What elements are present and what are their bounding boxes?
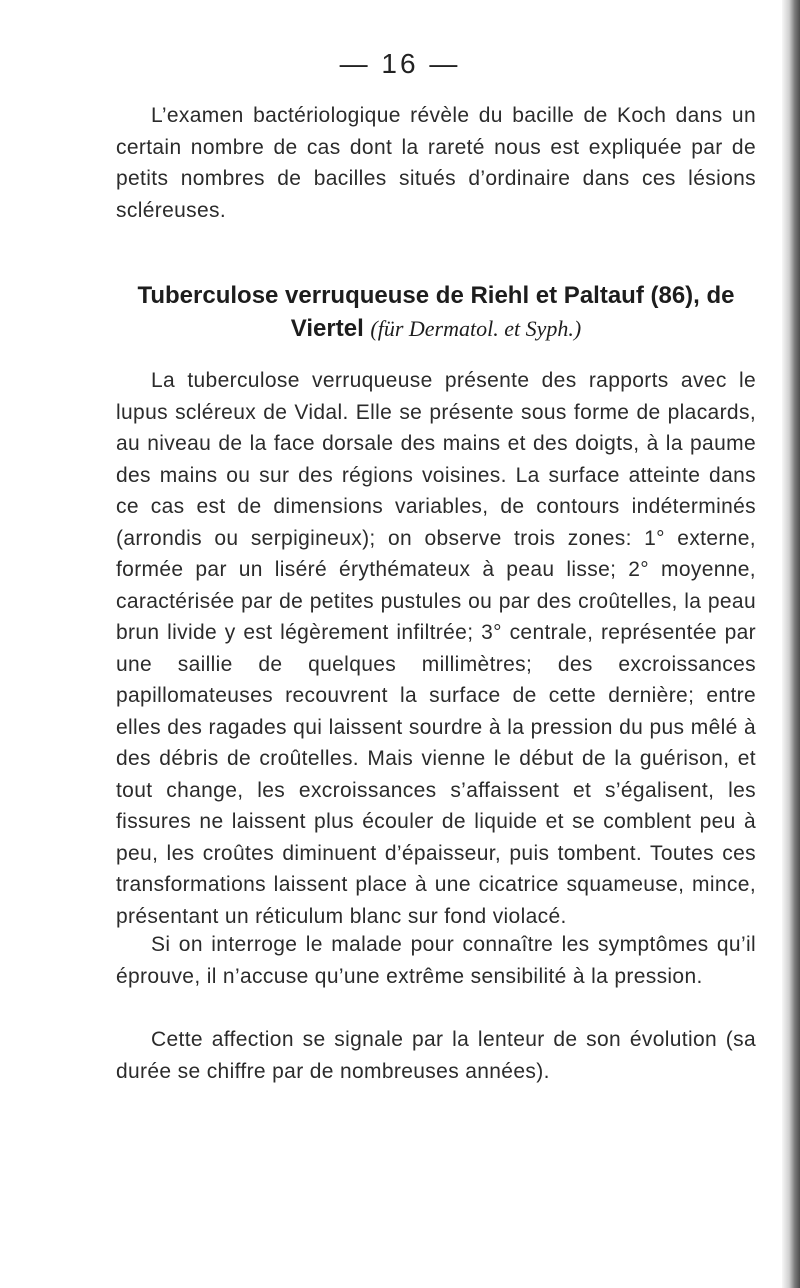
section-title: Tuberculose verruqueuse de Riehl et Paltauf (86), de Viertel [137, 282, 735, 342]
section-heading [116, 279, 756, 345]
body-paragraph-3: Cette affection se signale par la lenteur de son évolution (sa durée se chiffre par de nombreuses années). [116, 1028, 756, 1083]
intro-paragraph: L’examen bactériologique révèle du bacille de Koch dans un certain nombre de cas dont la rareté nous est expliquée par de petits nombres de bacilles situés d’ordinaire dans ces lésions scléreuses. [116, 104, 756, 222]
body-paragraph-2: Si on interroge le malade pour connaître les symptômes qu’il éprouve, il n’accuse qu’une extrême sensibilité à la pression. [116, 933, 756, 988]
body-paragraph-1: La tuberculose verruqueuse présente des rapports avec le lupus scléreux de Vidal. Elle se présente sous forme de placards, au niveau de la face dorsale des mains et des doigts, à la paume des mains ou sur des régions voisines. La surface atteinte dans ce cas est de dimensions variables, de contours indéterminés (arrondis ou serpigineux); on observe trois zones: 1° externe, formée par un liséré érythémateux à peau lisse; 2° moyenne, caractérisée par de petites pustules ou par des croûtelles, la peau brun livide y est légèrement infiltrée; 3° centrale, représentée par une saillie de quelques millimètres; des excroissances papillomateuses recouvrent la surface de cette dernière; entre elles des ragades qui laissent sourdre à la pression du pus mêlé à des débris de croûtelles. Mais vienne le début de la guérison, et tout change, les excroissances s’affaissent et s’égalisent, les fissures ne laissent plus écouler de liquide et se comblent peu à peu, les croûtes diminuent d’épaisseur, puis tombent. Toutes ces transformations laissent place à une cicatrice squameuse, mince, présentant un réticulum blanc sur fond violacé. [116, 369, 756, 928]
section-citation: (für Dermatol. et Syph.) [370, 316, 582, 341]
page-edge-shadow [782, 0, 800, 1288]
page-number: — 16 — [339, 48, 461, 79]
